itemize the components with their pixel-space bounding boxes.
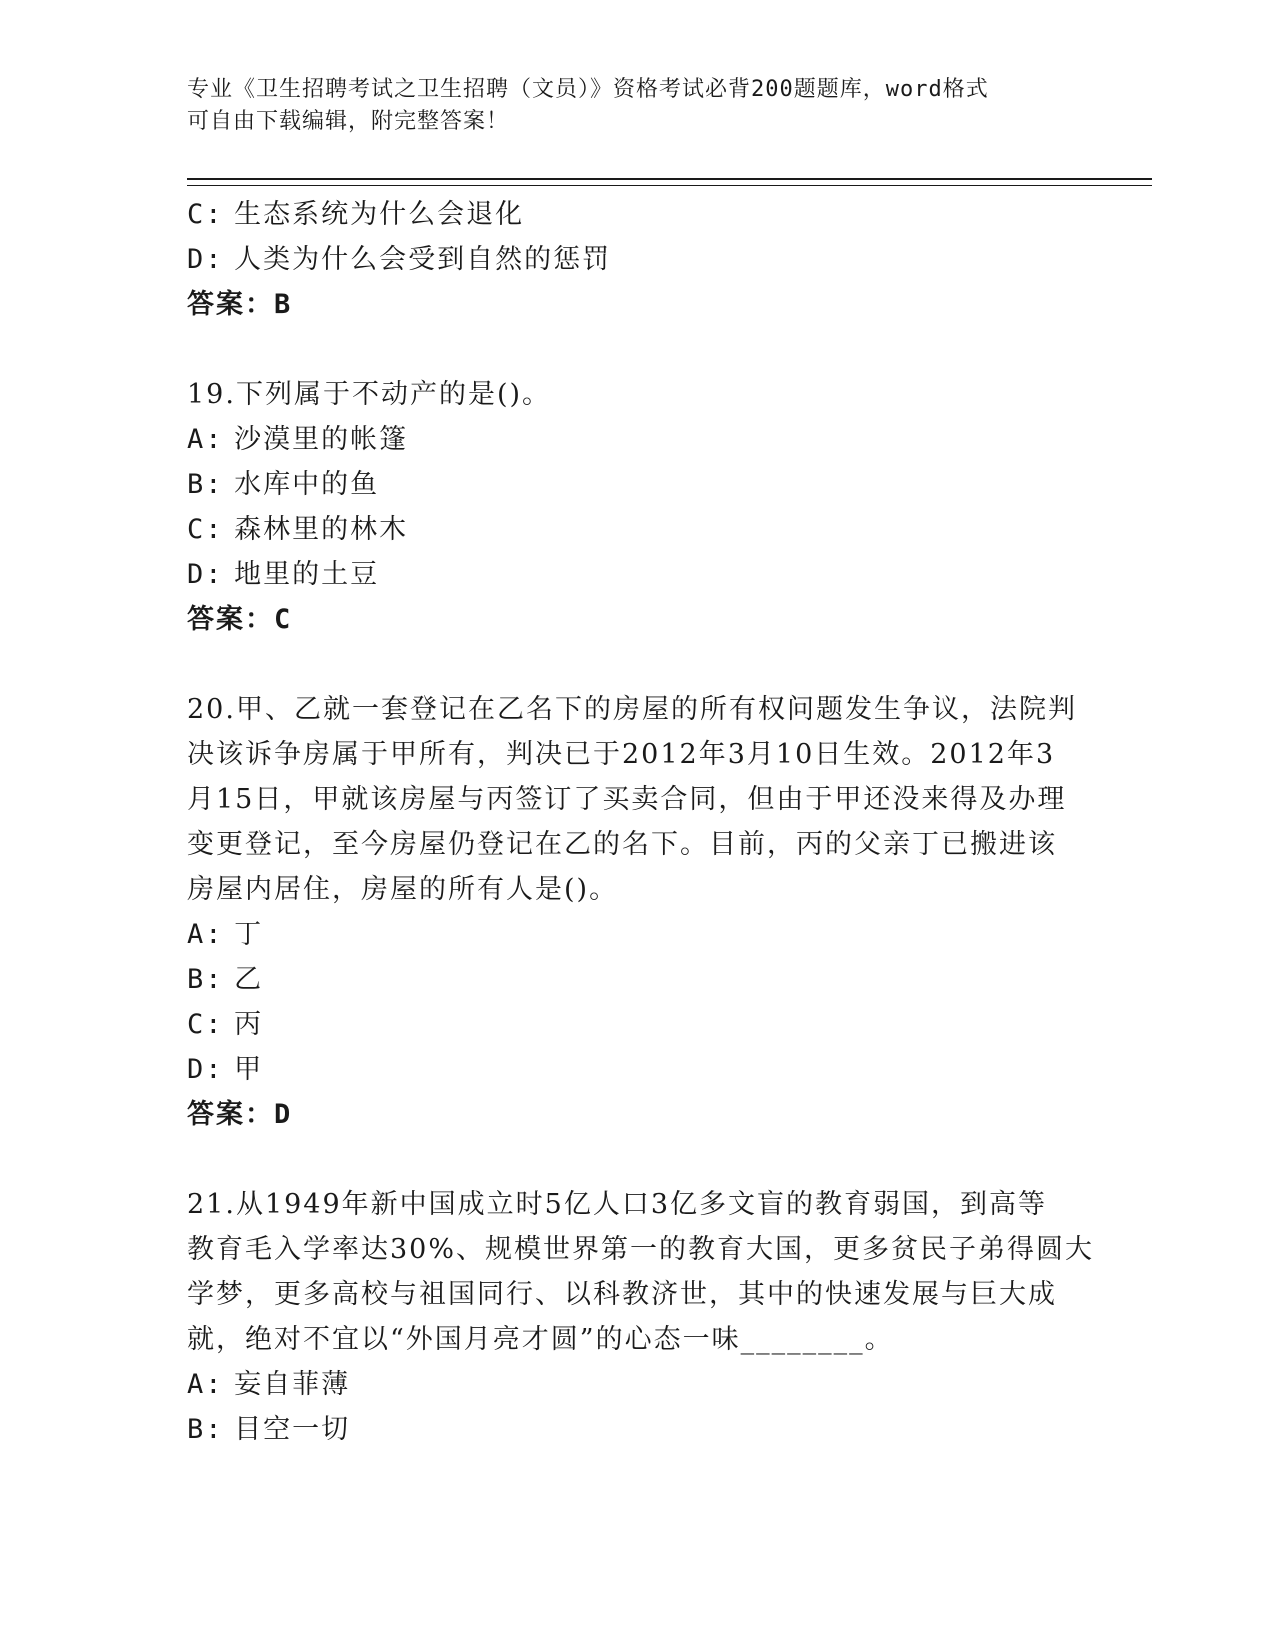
- question-stem-line: 21.从1949年新中国成立时5亿人口3亿多文盲的教育弱国，到高等: [187, 1189, 1048, 1220]
- spacer: [187, 642, 1087, 687]
- option-c: C: 森林里的林木: [187, 514, 409, 545]
- answer-line: 答案：D: [187, 1099, 293, 1130]
- answer-line: 答案：C: [187, 604, 293, 635]
- question-list: [187, 192, 1095, 1452]
- spacer: [187, 1137, 1087, 1182]
- option-b: B: 乙: [187, 964, 264, 995]
- option-a: A: 沙漠里的帐篷: [187, 424, 409, 455]
- option-a: A: 丁: [187, 919, 264, 950]
- spacer: [187, 327, 1087, 372]
- option-d: D: 人类为什么会受到自然的惩罚: [187, 244, 612, 275]
- option-a: A: 妄自菲薄: [187, 1369, 351, 1400]
- question-stem-line: 决该诉争房属于甲所有，判决已于2012年3月10日生效。2012年3: [187, 739, 1056, 770]
- option-c: C: 生态系统为什么会退化: [187, 199, 525, 230]
- answer-line: 答案：B: [187, 289, 293, 320]
- question-prev-tail: [187, 192, 1087, 327]
- question-stem-line: 变更登记，至今房屋仍登记在乙的名下。目前，丙的父亲丁已搬进该: [187, 829, 1057, 860]
- question-stem: 19.下列属于不动产的是()。: [187, 379, 552, 410]
- question-20: [187, 687, 1087, 1137]
- question-stem-line: 房屋内居住，房屋的所有人是()。: [187, 874, 619, 905]
- option-d: D: 甲: [187, 1054, 264, 1085]
- header-divider: [187, 178, 1152, 186]
- header-title-line-1: 专业《卫生招聘考试之卫生招聘（文员）》资格考试必背200题题库，word格式: [187, 77, 989, 102]
- option-c: C: 丙: [187, 1009, 264, 1040]
- header-title-line-2: 可自由下载编辑，附完整答案！: [187, 109, 510, 134]
- question-stem-line: 20.甲、乙就一套登记在乙名下的房屋的所有权问题发生争议，法院判: [187, 694, 1077, 725]
- option-d: D: 地里的土豆: [187, 559, 380, 590]
- question-19: [187, 372, 1087, 642]
- question-21: [187, 1182, 1095, 1452]
- question-stem-line: 就，绝对不宜以“外国月亮才圆”的心态一味________。: [187, 1324, 894, 1355]
- question-stem-line: 教育毛入学率达30%、规模世界第一的教育大国，更多贫民子弟得圆大: [187, 1234, 1095, 1265]
- question-stem-line: 月15日，甲就该房屋与丙签订了买卖合同，但由于甲还没来得及办理: [187, 784, 1067, 815]
- option-b: B: 目空一切: [187, 1414, 351, 1445]
- document-header: [187, 74, 1067, 138]
- option-b: B: 水库中的鱼: [187, 469, 380, 500]
- question-stem-line: 学梦，更多高校与祖国同行、以科教济世，其中的快速发展与巨大成: [187, 1279, 1057, 1310]
